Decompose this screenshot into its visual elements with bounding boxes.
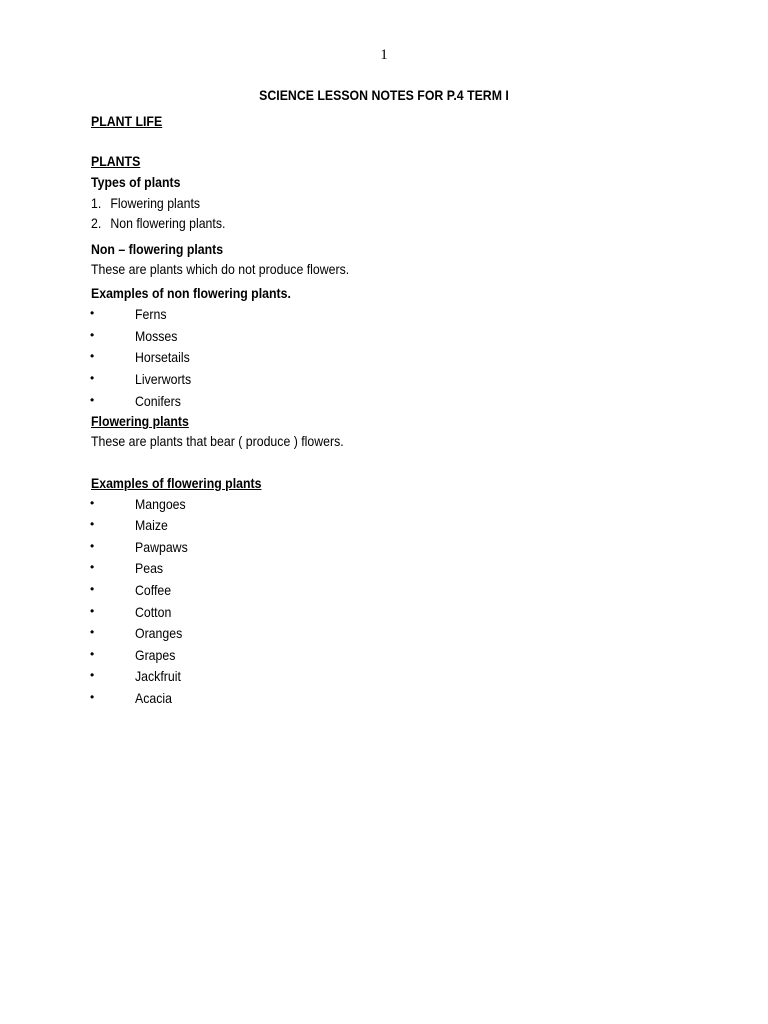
list-text: Liverworts <box>135 371 192 387</box>
list-number: 1. <box>91 195 102 211</box>
bullet-icon: • <box>90 604 95 618</box>
list-text: Oranges <box>135 625 183 641</box>
bullet-icon: • <box>90 349 95 363</box>
list-item <box>0 560 768 580</box>
list-item <box>91 195 200 211</box>
list-text: Jackfruit <box>135 668 181 684</box>
list-text: Ferns <box>135 306 167 322</box>
list-text: Non flowering plants. <box>110 215 226 231</box>
topic-heading: PLANT LIFE <box>91 113 163 129</box>
list-item <box>0 306 768 326</box>
bullet-icon: • <box>90 625 95 639</box>
list-item <box>0 328 768 348</box>
types-heading: Types of plants <box>91 174 181 190</box>
bullet-icon: • <box>90 393 95 407</box>
bullet-icon: • <box>90 517 95 531</box>
list-item <box>91 215 225 231</box>
non-flowering-examples-heading: Examples of non flowering plants. <box>91 285 291 301</box>
bullet-icon: • <box>90 371 95 385</box>
bullet-icon: • <box>90 690 95 704</box>
bullet-icon: • <box>90 496 95 510</box>
flowering-definition: These are plants that bear ( produce ) flowers. <box>91 433 344 449</box>
page-number: 1 <box>380 47 388 63</box>
list-text: Grapes <box>135 647 176 663</box>
non-flowering-definition: These are plants which do not produce flowers. <box>91 261 350 277</box>
list-text: Pawpaws <box>135 539 188 555</box>
list-text: Horsetails <box>135 349 190 365</box>
bullet-icon: • <box>90 668 95 682</box>
list-number: 2. <box>91 215 102 231</box>
list-item <box>0 690 768 710</box>
list-item <box>0 668 768 688</box>
flowering-heading: Flowering plants <box>91 413 189 429</box>
list-item <box>0 371 768 391</box>
bullet-icon: • <box>90 306 95 320</box>
section-heading: PLANTS <box>91 153 141 169</box>
bullet-icon: • <box>90 328 95 342</box>
list-item <box>0 625 768 645</box>
bullet-icon: • <box>90 647 95 661</box>
list-item <box>0 496 768 516</box>
non-flowering-heading: Non – flowering plants <box>91 241 224 257</box>
bullet-icon: • <box>90 560 95 574</box>
list-text: Mosses <box>135 328 178 344</box>
list-item <box>0 647 768 667</box>
bullet-icon: • <box>90 539 95 553</box>
list-text: Acacia <box>135 690 172 706</box>
list-text: Conifers <box>135 393 181 409</box>
list-text: Cotton <box>135 604 172 620</box>
list-text: Flowering plants <box>110 195 201 211</box>
list-text: Maize <box>135 517 168 533</box>
list-text: Mangoes <box>135 496 186 512</box>
list-item <box>0 517 768 537</box>
list-item <box>0 393 768 413</box>
flowering-examples-heading: Examples of flowering plants <box>91 475 262 491</box>
list-item <box>0 582 768 602</box>
list-item <box>0 539 768 559</box>
list-text: Coffee <box>135 582 172 598</box>
list-item <box>0 604 768 624</box>
bullet-icon: • <box>90 582 95 596</box>
document-title: SCIENCE LESSON NOTES FOR P.4 TERM I <box>259 87 509 103</box>
list-text: Peas <box>135 560 164 576</box>
list-item <box>0 349 768 369</box>
